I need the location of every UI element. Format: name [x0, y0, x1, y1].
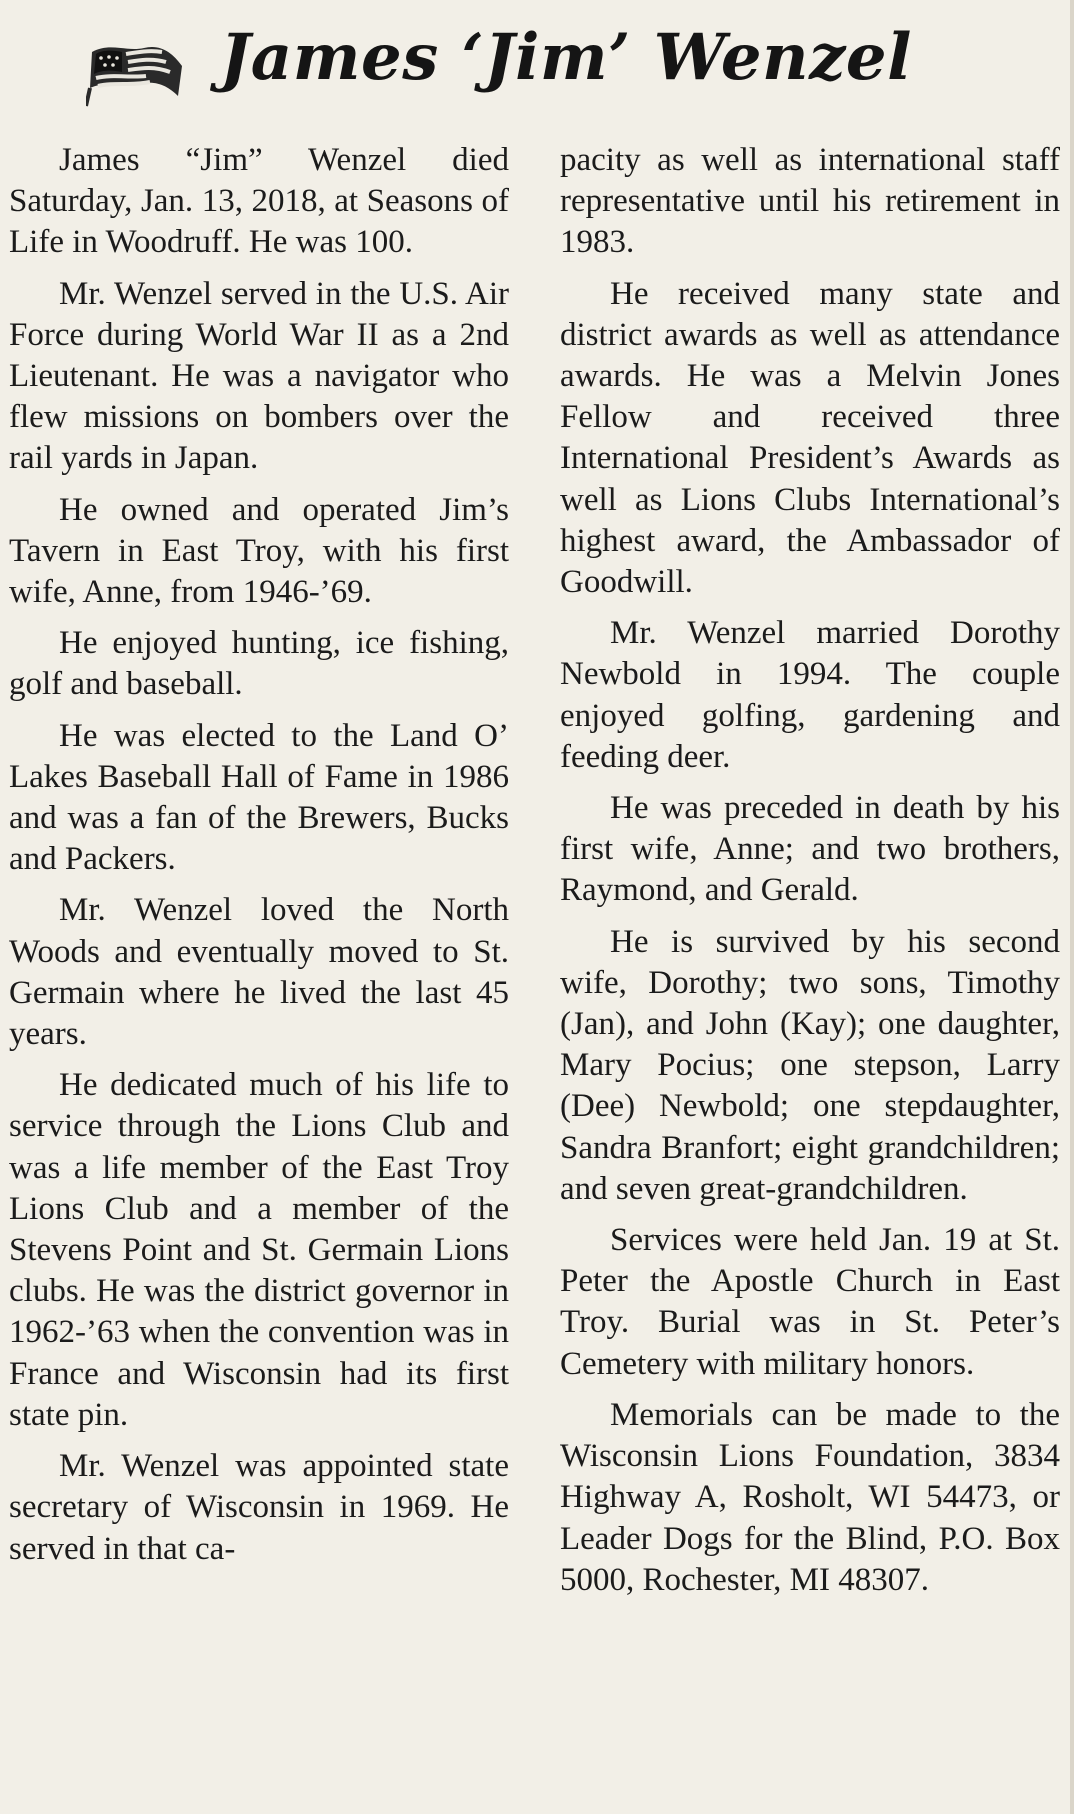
obituary-paragraph: James “Jim” Wenzel died Saturday, Jan. 13, 2018, at Seasons of Life in Woodruff. He was 100.	[9, 142, 509, 261]
obituary-paragraph: He owned and operated Jim’s Tavern in East Troy, with his first wife, Anne, from 1946-’69.	[9, 491, 509, 611]
obituary-paragraph: Mr. Wenzel loved the North Woods and eventually moved to St. Germain where he lived the last 45 years.	[9, 892, 509, 1053]
obituary-paragraph: He received many state and district awards as well as attendance awards. He was a Melvin Jones Fellow and received three International President’s Awards as well as Lions Clubs International’s highest award, the Ambassador of Goodwill.	[560, 275, 1060, 601]
left-column	[9, 140, 509, 1580]
obituary-paragraph: Memorials can be made to the Wisconsin Lions Foundation, 3834 Highway A, Rosholt, WI 54473, or Leader Dogs for the Blind, P.O. Box 5000, Rochester, MI 48307.	[560, 1396, 1060, 1598]
obituary-paragraph: He was preceded in death by his first wife, Anne; and two brothers, Raymond, and Gerald.	[560, 790, 1060, 909]
obituary-paragraph: Mr. Wenzel married Dorothy Newbold in 1994. The couple enjoyed golfing, gardening and feeding deer.	[560, 615, 1060, 775]
obituary-paragraph: He dedicated much of his life to service through the Lions Club and was a life member of the East Troy Lions Club and a member of the Stevens Point and St. Germain Lions clubs. He was the district governor in 1962-’63 when the convention was in France and Wisconsin had its first state pin.	[9, 1067, 509, 1433]
obituary-paragraph: Services were held Jan. 19 at St. Peter the Apostle Church in East Troy. Burial was in St. Peter’s Cemetery with military honors.	[560, 1222, 1060, 1382]
article-header	[0, 0, 1074, 135]
paper-edge	[1070, 0, 1074, 1814]
right-column	[560, 140, 1060, 1611]
american-flag-icon	[86, 38, 186, 108]
article-title: James ‘Jim’ Wenzel	[220, 20, 912, 95]
obituary-paragraph: Mr. Wenzel was appointed state secretary of Wisconsin in 1969. He served in that ca-	[9, 1448, 509, 1567]
obituary-paragraph: He enjoyed hunting, ice fishing, golf and baseball.	[9, 625, 509, 703]
obituary-paragraph: He is survived by his second wife, Dorothy; two sons, Timothy (Jan), and John (Kay); one daughter, Mary Pocius; one stepson, Larry (Dee) Newbold; one stepdaughter, Sandra Branfort; eight grandchildren; and seven great-grandchildren.	[560, 923, 1060, 1207]
obituary-paragraph: He was elected to the Land O’ Lakes Baseball Hall of Fame in 1986 and was a fan of the Brewers, Bucks and Packers.	[9, 717, 509, 878]
continued-paragraph: pacity as well as international staff representative until his retirement in 1983.	[560, 142, 1060, 261]
obituary-paragraph: Mr. Wenzel served in the U.S. Air Force during World War II as a 2nd Lieutenant. He was a navigator who flew missions on bombers over the rail yards in Japan.	[9, 275, 509, 477]
